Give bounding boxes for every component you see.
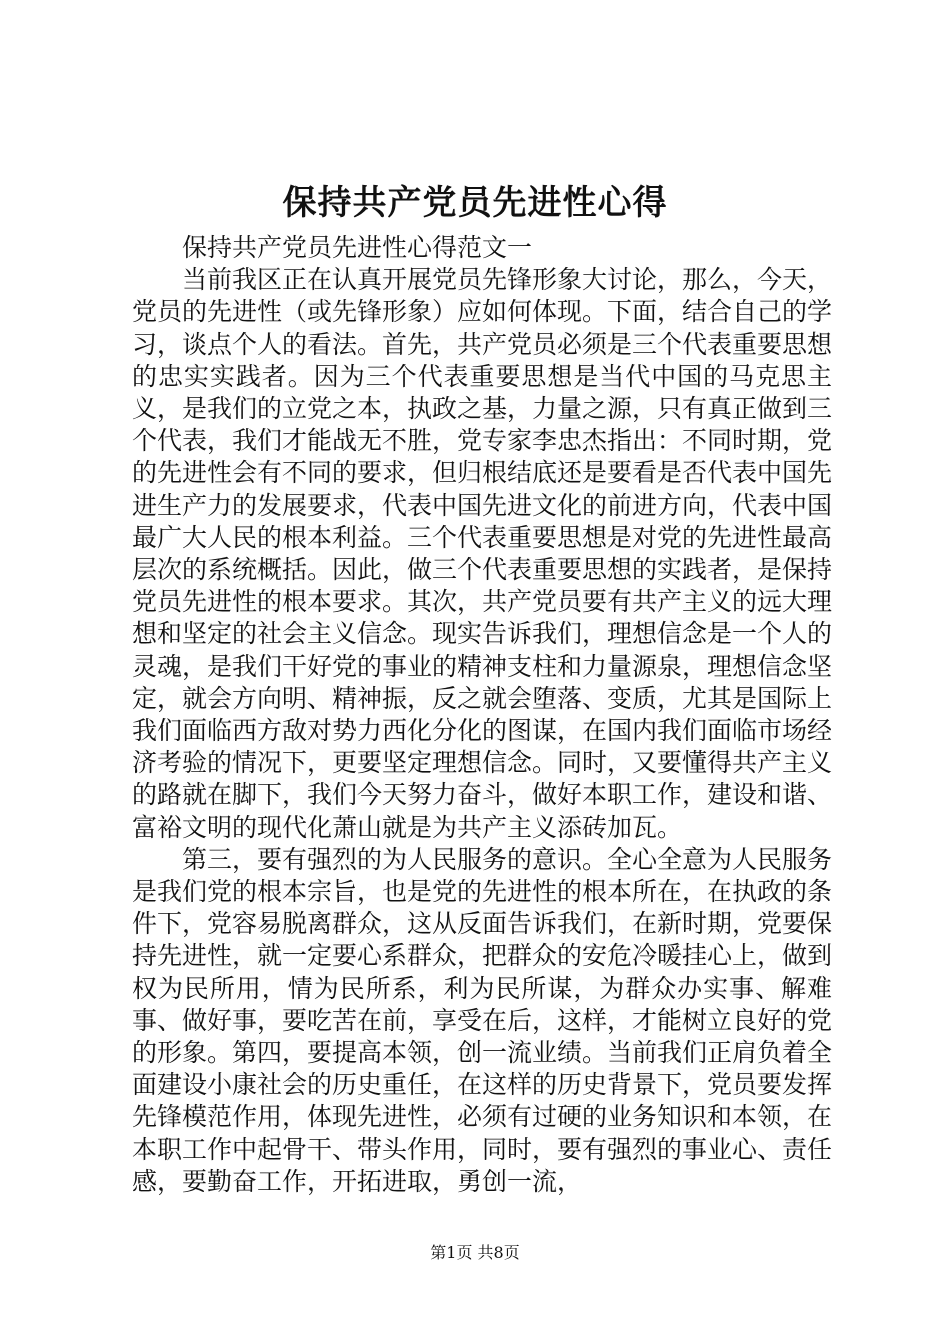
paragraph-body-2: 第三，要有强烈的为人民服务的意识。全心全意为人民服务是我们党的根本宗旨，也是党的先进性的根本所在，在执政的条件下，党容易脱离群众，这从反面告诉我们，在新时期，党要保持先进性，就一定要心系群众，把群众的安危冷暖挂心上，做到权为民所用，情为民所系，利为民所谋，为群众办实事、解难事、做好事，要吃苦在前，享受在后，这样，才能树立良好的党的形象。第四，要提高本领，创一流业绩。当前我们正肩负着全面建设小康社会的历史重任，在这样的历史背景下，党员要发挥先锋模范作用，体现先进性，必须有过硬的业务知识和本领，在本职工作中起骨干、带头作用，同时，要有强烈的事业心、责任感，要勤奋工作，开拓进取，勇创一流，	[132, 844, 833, 1196]
paragraph-body-1: 当前我区正在认真开展党员先锋形象大讨论，那么，今天，党员的先进性（或先锋形象）应如何体现。下面，结合自己的学习，谈点个人的看法。首先，共产党员必须是三个代表重要思想的忠实实践者。因为三个代表重要思想是当代中国的马克思主义，是我们的立党之本，执政之基，力量之源，只有真正做到三个代表，我们才能战无不胜，党专家李忠杰指出：不同时期，党的先进性会有不同的要求，但归根结底还是要看是否代表中国先进生产力的发展要求，代表中国先进文化的前进方向，代表中国最广大人民的根本利益。三个代表重要思想是对党的先进性最高层次的系统概括。因此，做三个代表重要思想的实践者，是保持党员先进性的根本要求。其次，共产党员要有共产主义的远大理想和坚定的社会主义信念。现实告诉我们，理想信念是一个人的灵魂，是我们干好党的事业的精神支柱和力量源泉，理想信念坚定，就会方向明、精神振，反之就会堕落、变质，尤其是国际上我们面临西方敌对势力西化分化的图谋，在国内我们面临市场经济考验的情况下，更要坚定理想信念。同时，又要懂得共产主义的路就在脚下，我们今天努力奋斗，做好本职工作，建设和谐、富裕文明的现代化萧山就是为共产主义添砖加瓦。	[132, 265, 833, 842]
document-title: 保持共产党员先进性心得	[282, 183, 668, 223]
page-footer: 第1页 共8页	[430, 1243, 520, 1262]
document-body	[132, 232, 832, 1198]
paragraph-subtitle: 保持共产党员先进性心得范文一	[182, 233, 533, 262]
